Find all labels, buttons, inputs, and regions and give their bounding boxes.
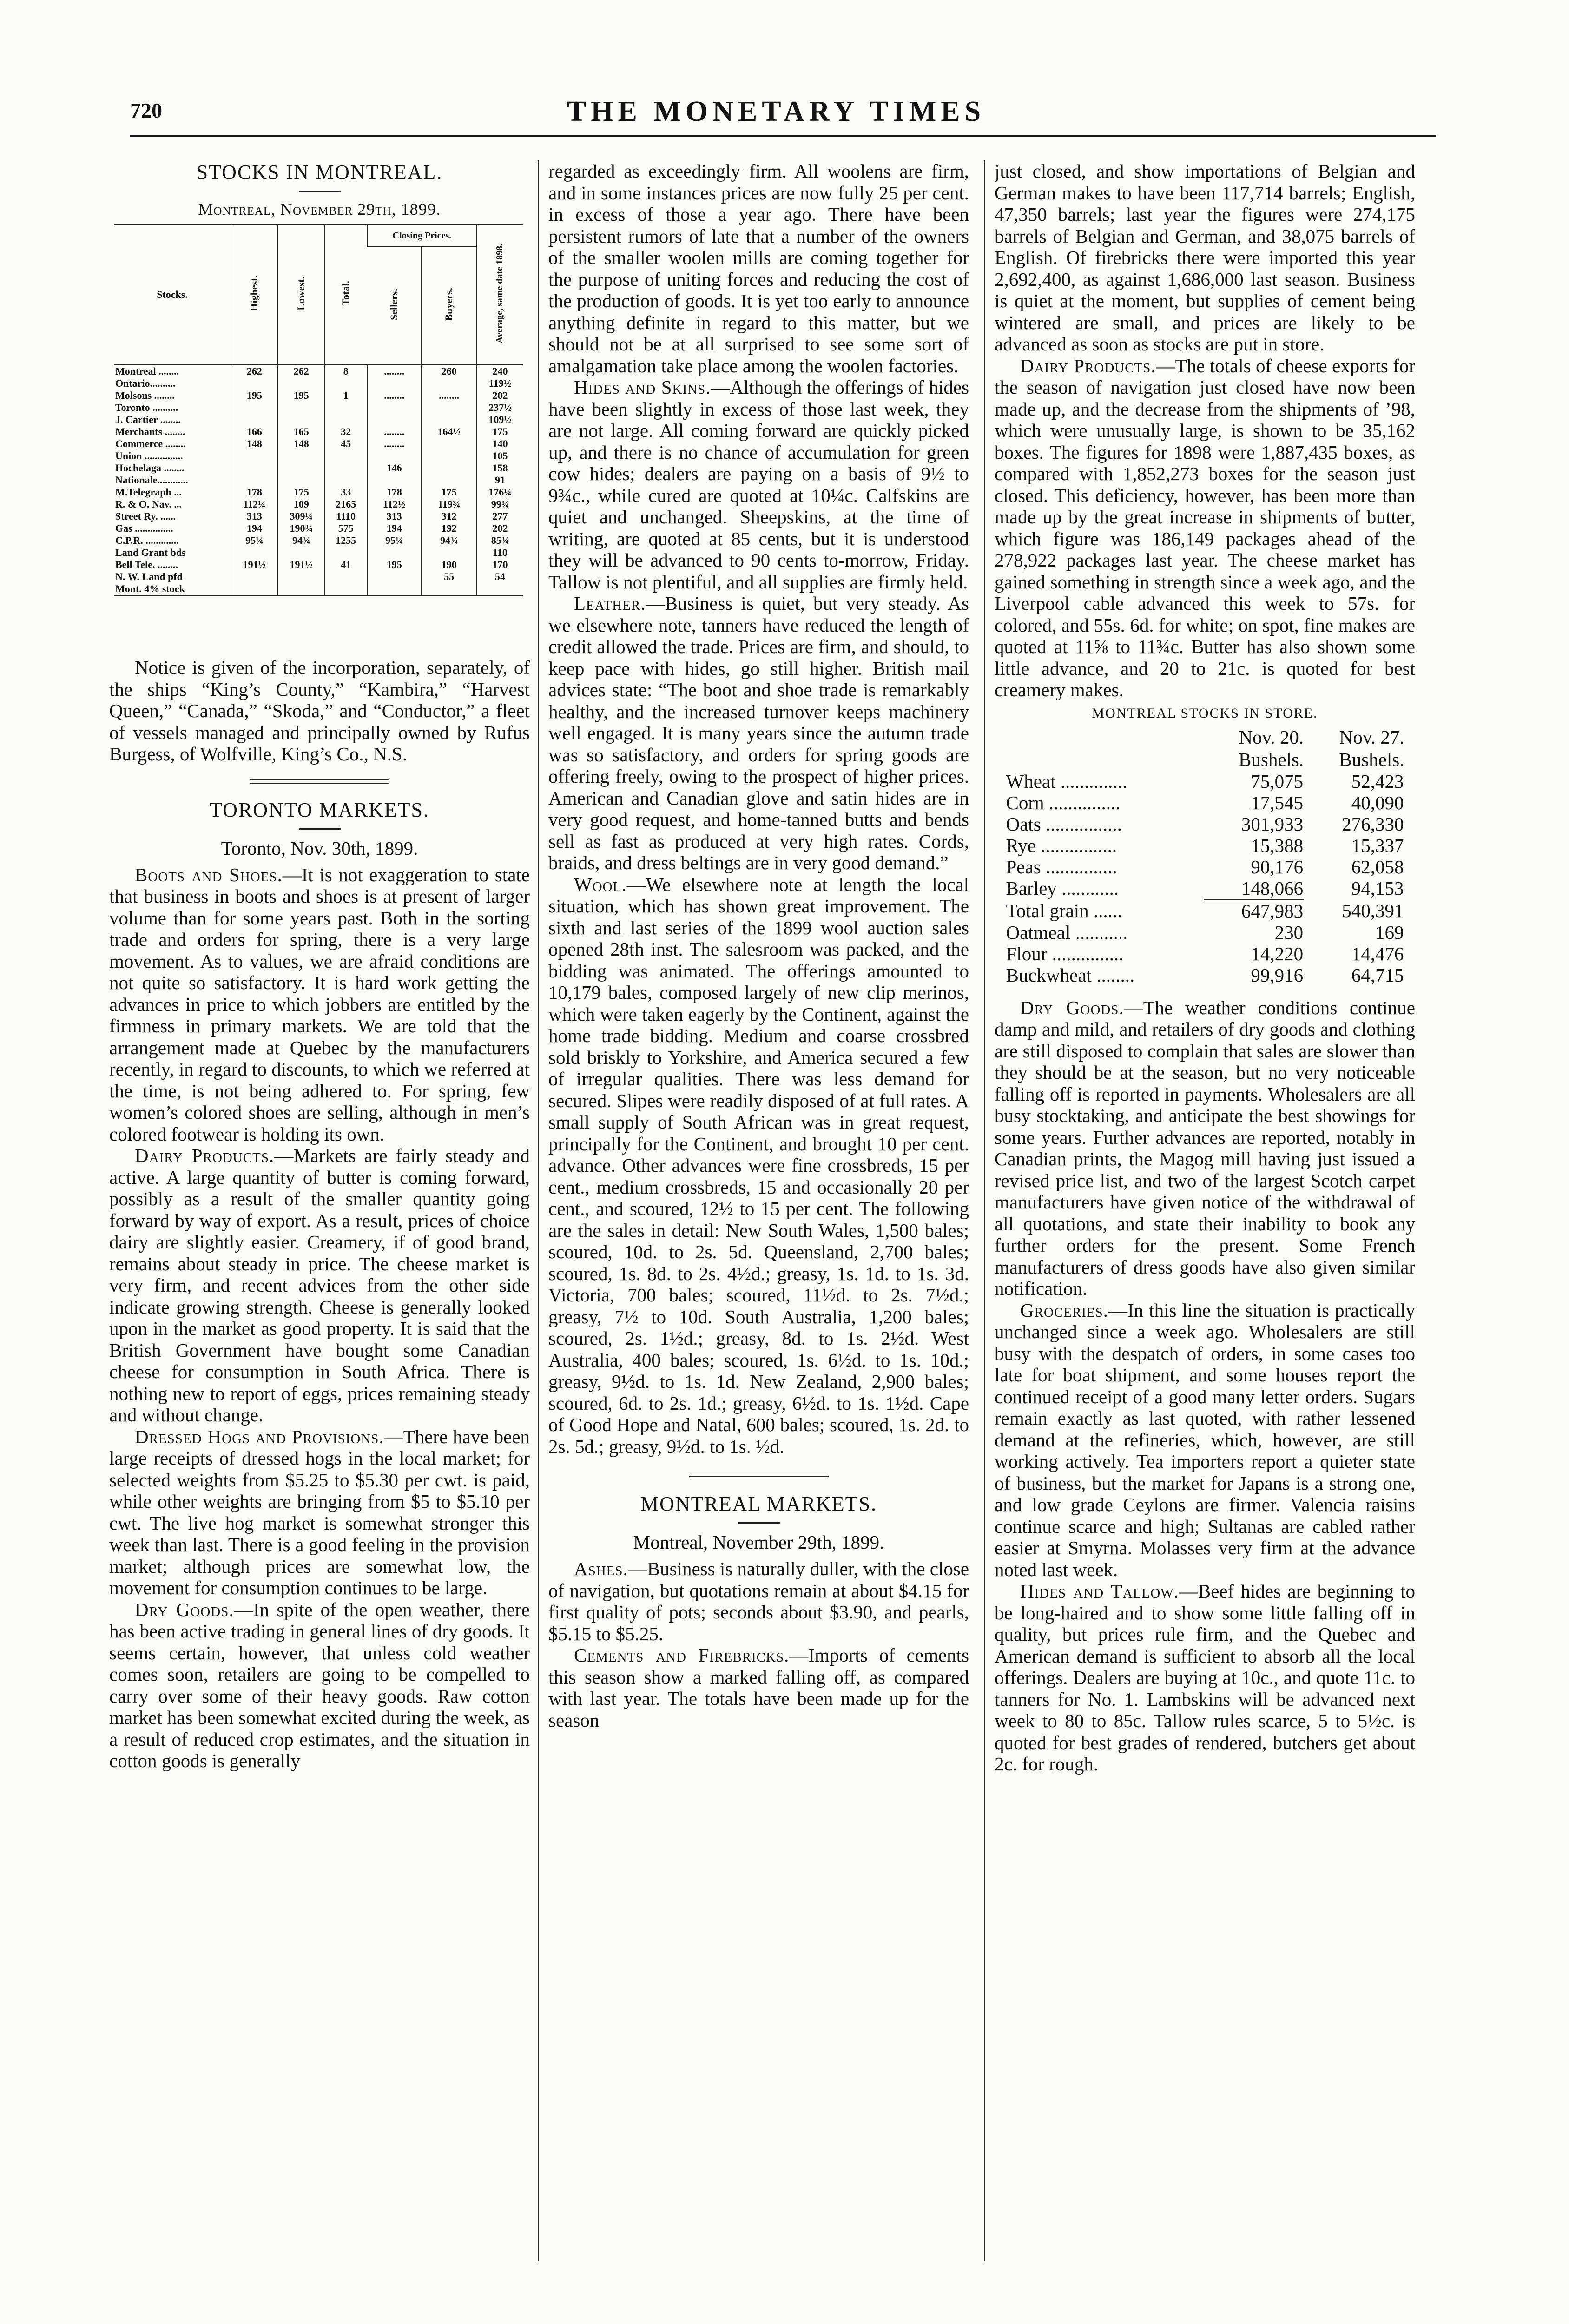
- stock-value-cell: 119½: [477, 377, 523, 390]
- paragraph-text: —In spite of the open weather, there has been active trading in general lines of dry goods. It seems certain, however, that unless cold weather comes soon, retailers are going to be compelled to carry over some of their heavy goods. Raw cotton market has been somewhat excited during the week, as a result of reduced crop estimates, and the situation in cotton goods is generally: [109, 1598, 530, 1771]
- stock-value-cell: ........: [367, 365, 422, 377]
- stock-row: [114, 498, 523, 510]
- article-paragraph: [548, 376, 969, 593]
- stock-name-cell: Ontario..........: [115, 377, 176, 389]
- stock-value-cell: [278, 450, 325, 462]
- stock-name-cell: R. & O. Nav. ...: [115, 498, 182, 510]
- buyers-col-header: Buyers.: [443, 288, 455, 321]
- grain-name-cell: Barley ............: [1006, 878, 1119, 899]
- paragraph-heading: Dry Goods.: [1020, 997, 1124, 1018]
- grain-value-cell: 17,545: [1251, 792, 1304, 813]
- stock-value-cell: [278, 402, 325, 414]
- stock-value-cell: [422, 450, 477, 462]
- stock-value-cell: 195: [231, 390, 278, 402]
- article-paragraph: [995, 160, 1415, 355]
- article-paragraph: [995, 355, 1415, 701]
- stock-value-cell: [231, 571, 278, 583]
- toronto-dateline: Toronto, Nov. 30th, 1899.: [221, 837, 418, 859]
- stock-value-cell: 194: [367, 522, 422, 535]
- article-paragraph: [548, 1558, 969, 1644]
- montreal-title: MONTREAL MARKETS.: [640, 1492, 877, 1515]
- grain-row: [1005, 878, 1405, 900]
- grain-row: [1005, 922, 1405, 943]
- stock-name-cell: Union ...............: [115, 450, 183, 462]
- stock-value-cell: 33: [325, 486, 367, 498]
- stock-name-cell: Land Grant bds: [115, 547, 186, 558]
- stock-value-cell: [325, 414, 367, 426]
- stock-value-cell: ........: [367, 438, 422, 450]
- grain-value-cell: 15,337: [1351, 834, 1404, 856]
- stock-value-cell: 8: [325, 365, 367, 377]
- stock-value-cell: [278, 377, 325, 390]
- grain-row: [1005, 813, 1405, 835]
- grain-row: [1005, 835, 1405, 856]
- stock-value-cell: 178: [231, 486, 278, 498]
- stock-value-cell: 41: [325, 559, 367, 571]
- stock-value-cell: [325, 450, 367, 462]
- section-divider: [689, 1476, 829, 1477]
- paragraph-heading: Groceries.: [1020, 1299, 1109, 1321]
- stock-value-cell: 112½: [367, 498, 422, 510]
- grain-value-cell: 52,423: [1351, 770, 1404, 792]
- grain-name-cell: Corn ...............: [1006, 792, 1121, 813]
- stock-value-cell: 164½: [422, 426, 477, 438]
- grain-name-cell: Oats ................: [1006, 813, 1122, 835]
- stock-name-cell: C.P.R. .............: [115, 535, 179, 546]
- stock-value-cell: [367, 474, 422, 486]
- column-rule: [538, 160, 539, 2261]
- paragraph-text: —Beef hides are beginning to be long-haired and to show some little falling off in quality, but prices rule firm, and the Quebec and American demand is sufficient to absorb all the local offerings. Dealers are buying at 10c., and quote 11c. to tanners for No. 1. Lambskins will be advanced next week to 80 to 85c. Tallow rules scarce, 5 to 5½c. is quoted for best grades of rendered, butchers get about 2c. for rough.: [995, 1580, 1415, 1775]
- stock-value-cell: [278, 583, 325, 596]
- stock-value-cell: [367, 571, 422, 583]
- grain-value-cell: 148,066: [1241, 877, 1304, 899]
- grain-row: [1005, 899, 1405, 922]
- paragraph-heading: Hides and Skins.: [574, 376, 711, 398]
- paragraph-text: —The totals of cheese exports for the season of navigation just closed have now been made up, and the decrease from the shipments of ’98, which were unusually large, is shown to be 35,162 boxes. The figures for 1898 were 1,887,435 boxes, as compared with 1,852,273 boxes for the season just closed. This deficiency, however, has been more than made up by the great increase in shipments of butter, which figure was 186,149 packages ahead of the 278,922 packages last year. The cheese market has gained something in strength since a week ago, and the Liverpool cable advanced this week to 57s. for colored, and 55s. 6d. for white; on spot, fine makes are quoted at 11⅝ to 11¾c. Butter has also shown some little advance, and 20 to 21c. is quoted for best creamery makes.: [995, 355, 1415, 700]
- stock-value-cell: [325, 547, 367, 559]
- stock-value-cell: [231, 377, 278, 390]
- stock-value-cell: 148: [278, 438, 325, 450]
- grain-value-cell: 94,153: [1351, 878, 1404, 899]
- grain-unit-a: Bushels.: [1239, 748, 1304, 770]
- grain-value-cell: 647,983: [1204, 899, 1304, 922]
- stock-value-cell: [278, 571, 325, 583]
- montreal-dateline: Montreal, November 29th, 1899.: [633, 1532, 884, 1553]
- stock-value-cell: 166: [231, 426, 278, 438]
- article-paragraph: [548, 1644, 969, 1731]
- paragraph-heading: Cements and Firebricks.: [574, 1644, 790, 1666]
- grain-value-cell: 276,330: [1342, 813, 1404, 835]
- stock-row: [114, 510, 523, 522]
- stock-value-cell: 575: [325, 522, 367, 535]
- stock-value-cell: 262: [231, 365, 278, 377]
- stock-value-cell: [422, 583, 477, 596]
- notice-paragraph: Notice is given of the incorporation, separately, of the ships “King’s County,” “Kambira,” “Harvest Queen,” “Canada,” “Skoda,” and “Conductor,” a fleet of vessels managed and principally owned by Rufus Burgess, of Wolfville, King’s Co., N.S.: [109, 657, 530, 765]
- stock-value-cell: 194: [231, 522, 278, 535]
- grain-table-title: MONTREAL STOCKS IN STORE.: [1092, 705, 1318, 721]
- stock-value-cell: 190: [422, 559, 477, 571]
- paragraph-heading: Dry Goods.: [135, 1598, 234, 1620]
- stock-value-cell: 165: [278, 426, 325, 438]
- stock-value-cell: [231, 474, 278, 486]
- grain-row: [1005, 792, 1405, 813]
- stock-value-cell: 176¼: [477, 486, 523, 498]
- stock-value-cell: [367, 402, 422, 414]
- stock-value-cell: [231, 583, 278, 596]
- lowest-col-header: Lowest.: [295, 276, 307, 310]
- stock-row: [114, 462, 523, 474]
- stock-value-cell: [325, 377, 367, 390]
- stock-value-cell: [422, 438, 477, 450]
- grain-table: [1005, 726, 1405, 986]
- stock-row: [114, 450, 523, 462]
- stocks-col-header: Stocks.: [114, 224, 231, 365]
- stock-name-cell: Montreal ........: [115, 365, 179, 377]
- stock-row: [114, 365, 523, 377]
- stock-value-cell: [231, 462, 278, 474]
- stock-name-cell: Bell Tele. ........: [115, 559, 178, 570]
- stock-value-cell: [278, 462, 325, 474]
- stock-value-cell: 175: [278, 486, 325, 498]
- grain-row: [1005, 856, 1405, 878]
- article-paragraph: [995, 1580, 1415, 1775]
- stock-value-cell: 178: [367, 486, 422, 498]
- article-paragraph: [109, 1145, 530, 1426]
- masthead: THE MONETARY TIMES: [567, 96, 986, 127]
- grain-unit-b: Bushels.: [1339, 748, 1404, 770]
- stock-value-cell: [422, 414, 477, 426]
- grain-value-cell: 99,916: [1251, 964, 1304, 986]
- stock-name-cell: Gas ...............: [115, 522, 173, 534]
- stock-value-cell: [278, 547, 325, 559]
- grain-value-cell: 40,090: [1351, 792, 1404, 813]
- stock-name-cell: Toronto ..........: [115, 402, 178, 413]
- article-paragraph: [109, 1426, 530, 1599]
- stock-name-cell: Hochelaga ........: [115, 462, 185, 474]
- stock-value-cell: 195: [278, 390, 325, 402]
- stock-value-cell: 195: [367, 559, 422, 571]
- stock-value-cell: 95¼: [367, 535, 422, 547]
- article-paragraph: [548, 593, 969, 874]
- stock-value-cell: [422, 402, 477, 414]
- stock-value-cell: [231, 414, 278, 426]
- toronto-title: TORONTO MARKETS.: [210, 798, 429, 821]
- stock-value-cell: 105: [477, 450, 523, 462]
- header-rule: [130, 135, 1436, 137]
- article-paragraph: [548, 874, 969, 1458]
- stock-row: [114, 535, 523, 547]
- grain-value-cell: 90,176: [1251, 856, 1304, 878]
- paragraph-text: —There have been large receipts of dressed hogs in the local market; for selected weights from $5.25 to $5.30 per cwt. is paid, while other weights are bringing from $5 to $5.10 per cwt. The live hog market is somewhat stronger this week than last. There is a good feeling in the provision market; although prices are somewhat low, the movement for consumption continues to be large.: [109, 1426, 530, 1598]
- stock-value-cell: 192: [422, 522, 477, 535]
- stock-value-cell: 191½: [231, 559, 278, 571]
- stock-row: [114, 486, 523, 498]
- stock-value-cell: 54: [477, 571, 523, 583]
- closing-prices-header: Closing Prices.: [367, 224, 477, 247]
- grain-row: [1005, 964, 1405, 986]
- stock-row: [114, 571, 523, 583]
- paragraph-text: —The weather conditions continue damp and mild, and retailers of dry goods and clothing are still disposed to complain that sales are slower than they should be at the season, but no very noticeable falling off is reported in payments. Wholesalers are all busy stocktaking, and anticipate the best showings for some years. Further advances are reported, notably in Canadian prints, the Magog mill having just issued a revised price list, and two of the largest Scotch carpet manufacturers have given notice of the withdrawal of all quotations, and state their inability to book any further orders for the present. Some French manufacturers of dress goods have also given similar notification.: [995, 997, 1415, 1299]
- stock-row: [114, 559, 523, 571]
- stock-value-cell: 237½: [477, 402, 523, 414]
- paragraph-text: —We elsewhere note at length the local situation, which has shown great improvement. The sixth and last series of the 1899 wool auction sales opened 28th inst. The salesroom was packed, and the bidding was animated. The offerings amounted to 10,179 bales, composed largely of new clip merinos, which were taken eagerly by the Continent, against the home trade bidding. Medium and coarse crossbred sold briskly to Yorkshire, and America secured a few of irregular qualities. There was less demand for secured. Slipes were readily disposed of at full rates. A small supply of South African was in great request, principally for the Continent, and brought 10 per cent. advance. Other advances were fine crossbreds, 15 per cent., medium crossbreds, 15 and occasionally 20 per cent., and scoured, 12½ to 15 per cent. The following are the sales in detail: New South Wales, 1,500 bales; scoured, 10d. to 2s. 5d. Queensland, 2,700 bales; scoured, 1s. 8d. to 2s. 4½d.; greasy, 1s. 1d. to 1s. 3d. Victoria, 700 bales; scoured, 11½d. to 2s. 7½d.; greasy, 7½ to 10d. South Australia, 1,200 bales; scoured, 2s. 1½d.; greasy, 8d. to 1s. 2½d. West Australia, 400 bales; scoured, 1s. 6½d. to 1s. 10d.; greasy, 9½d. to 1s. 1d. New Zealand, 2,900 bales; scoured, 6d. to 2s. 1d.; greasy, 6½d. to 1s. 1½d. Cape of Good Hope and Natal, 600 bales; scoured, 1s. 2d. to 2s. 5d.; greasy, 9½d. to 1s. ½d.: [548, 873, 969, 1457]
- stock-value-cell: 1: [325, 390, 367, 402]
- grain-name-cell: Rye ................: [1006, 834, 1117, 856]
- stock-row: [114, 377, 523, 390]
- stock-value-cell: [325, 462, 367, 474]
- stock-row: [114, 438, 523, 450]
- stock-value-cell: 313: [367, 510, 422, 522]
- grain-row: [1005, 943, 1405, 964]
- grain-value-cell: 14,476: [1351, 943, 1404, 964]
- paragraph-heading: Leather.: [574, 593, 646, 614]
- stock-value-cell: [325, 402, 367, 414]
- stock-value-cell: ........: [422, 390, 477, 402]
- stock-value-cell: [278, 474, 325, 486]
- stock-value-cell: [422, 377, 477, 390]
- grain-row: [1005, 771, 1405, 792]
- stock-value-cell: [325, 571, 367, 583]
- sellers-col-header: Sellers.: [388, 289, 400, 321]
- stock-value-cell: 110: [477, 547, 523, 559]
- article-paragraph: [548, 160, 969, 376]
- stock-value-cell: [367, 377, 422, 390]
- section-divider: [250, 779, 389, 784]
- stock-name-cell: M.Telegraph ...: [115, 486, 182, 498]
- stock-value-cell: 109: [278, 498, 325, 510]
- stock-value-cell: 313: [231, 510, 278, 522]
- stock-value-cell: 202: [477, 390, 523, 402]
- paragraph-heading: Hides and Tallow.: [1020, 1580, 1179, 1602]
- stock-value-cell: [367, 583, 422, 596]
- stock-value-cell: 262: [278, 365, 325, 377]
- stock-value-cell: 45: [325, 438, 367, 450]
- stock-value-cell: 175: [422, 486, 477, 498]
- grain-name-cell: Buckwheat ........: [1006, 964, 1135, 986]
- stock-value-cell: 112¼: [231, 498, 278, 510]
- paragraph-heading: Dressed Hogs and Provisions.: [135, 1426, 384, 1447]
- stock-value-cell: 202: [477, 522, 523, 535]
- stock-name-cell: Merchants ........: [115, 426, 185, 437]
- paragraph-heading: Ashes.: [574, 1558, 628, 1579]
- article-paragraph: [109, 1599, 530, 1772]
- column-rule: [984, 160, 985, 2261]
- grain-value-cell: 169: [1375, 921, 1404, 943]
- paragraph-text: just closed, and show importations of Belgian and German makes to have been 117,714 barrels; English, 47,350 barrels; last year the figures were 274,175 barrels of Belgian and German, and 38,075 barrels of English. Of firebricks there were imported this year 2,692,400, as against 1,686,000 last season. Business is quiet at the moment, but supplies of cement being wintered are small, and prices are likely to be advanced as soon as stocks are put in store.: [995, 160, 1415, 355]
- stock-name-cell: J. Cartier ........: [115, 414, 181, 425]
- stocks-title: STOCKS IN MONTREAL.: [196, 161, 443, 184]
- stock-value-cell: 191½: [278, 559, 325, 571]
- paragraph-text: —Markets are fairly steady and active. A large quantity of butter is coming forward, possibly as a result of the smaller quantity going forward by way of export. As a result, prices of choice dairy are slightly easier. Creamery, if of good brand, remains about steady in price. The cheese market is very firm, and recent advices from the other side indicate growing strength. Cheese is generally looked upon in the market as good property. It is said that the British Government have bought some Canadian cheese for consumption in South Africa. There is nothing new to report of eggs, prices remaining steady and without change.: [109, 1145, 530, 1426]
- stock-row: [114, 426, 523, 438]
- stock-value-cell: [231, 402, 278, 414]
- stock-value-cell: 170: [477, 559, 523, 571]
- grain-value-cell: 75,075: [1251, 770, 1304, 792]
- article-paragraph: [995, 1300, 1415, 1581]
- paragraph-heading: Wool.: [574, 873, 627, 895]
- average-col-header: Average, same date 1898.: [494, 243, 505, 343]
- grain-name-cell: Peas ...............: [1006, 856, 1117, 878]
- article-paragraph: [995, 997, 1415, 1300]
- stock-value-cell: 94¾: [278, 535, 325, 547]
- stock-value-cell: 95¼: [231, 535, 278, 547]
- page-number: 720: [130, 99, 162, 122]
- stock-name-cell: Molsons ........: [115, 390, 175, 401]
- stock-value-cell: 190¾: [278, 522, 325, 535]
- paragraph-text: —In this line the situation is practically unchanged since a week ago. Wholesalers are still busy with the despatch of orders, in some cases too late for boat shipment, and some houses report the continued receipt of a good many letter orders. Sugars remain exactly as last quoted, with rather lessened demand at the refineries, which, however, are still working actively. Tea importers report a quieter state of business, but the market for Japans is a strong one, and low grade Ceylons are firmer. Valencia raisins continue scarce and high; Sultanas are cabled rather easier at Smyrna. Molasses very firm at the advance noted last week.: [995, 1299, 1415, 1580]
- stock-value-cell: 91: [477, 474, 523, 486]
- stock-value-cell: [422, 474, 477, 486]
- column-2: [548, 160, 969, 2266]
- stock-value-cell: 2165: [325, 498, 367, 510]
- stock-name-cell: Street Ry. ......: [115, 510, 176, 522]
- highest-col-header: Highest.: [248, 275, 260, 311]
- grain-value-cell: 540,391: [1342, 899, 1404, 921]
- total-col-header: Total.: [340, 281, 352, 306]
- paragraph-text: —Business is naturally duller, with the close of navigation, but quotations remain at about $4.15 for first quality of pots; seconds about $3.90, and pearls, $5.15 to $5.25.: [548, 1558, 969, 1644]
- article-paragraph: [109, 864, 530, 1145]
- paragraph-heading: Boots and Shoes.: [135, 864, 283, 885]
- grain-col-a: Nov. 20.: [1239, 726, 1304, 748]
- paragraph-text: —Although the offerings of hides have been slightly in excess of those last week, they are not large. All coming forward are quickly picked up, and there is no chance of accumulation for green cow hides; dealers are paying on a basis of 9½ to 9¾c., while cured are quoted at 10¼c. Calfskins are quiet and unchanged. Sheepskins, at the time of writing, are quoted at 85 cents, but it is understood they will be advanced to 90 cents to-morrow, Friday. Tallow is not plentiful, and all supplies are firmly held.: [548, 376, 969, 593]
- stock-value-cell: [422, 547, 477, 559]
- paragraph-heading: Dairy Products.: [135, 1145, 275, 1166]
- stock-value-cell: 94¾: [422, 535, 477, 547]
- stock-value-cell: [278, 414, 325, 426]
- stock-value-cell: 312: [422, 510, 477, 522]
- stock-value-cell: 260: [422, 365, 477, 377]
- stock-value-cell: 55: [422, 571, 477, 583]
- stocks-dateline: Montreal, November 29th, 1899.: [198, 200, 441, 218]
- grain-value-cell: 14,220: [1251, 943, 1304, 964]
- stock-value-cell: 277: [477, 510, 523, 522]
- stocks-table: [114, 224, 523, 596]
- stock-value-cell: 240: [477, 365, 523, 377]
- stock-name-cell: N. W. Land pfd: [115, 571, 183, 582]
- stock-value-cell: [367, 414, 422, 426]
- divider: [738, 1522, 780, 1524]
- column-3: [995, 160, 1415, 2266]
- stock-value-cell: 119¾: [422, 498, 477, 510]
- stock-row: [114, 583, 523, 596]
- paragraph-heading: Dairy Products.: [1020, 355, 1156, 376]
- stock-row: [114, 414, 523, 426]
- grain-col-b: Nov. 27.: [1339, 726, 1404, 748]
- stock-value-cell: 140: [477, 438, 523, 450]
- stock-value-cell: [325, 474, 367, 486]
- stock-value-cell: [325, 583, 367, 596]
- stock-value-cell: 85¾: [477, 535, 523, 547]
- stock-row: [114, 474, 523, 486]
- stock-value-cell: [367, 450, 422, 462]
- stock-value-cell: [477, 583, 523, 596]
- stock-row: [114, 522, 523, 535]
- stock-value-cell: 158: [477, 462, 523, 474]
- stock-row: [114, 547, 523, 559]
- stock-value-cell: ........: [367, 390, 422, 402]
- stock-name-cell: Commerce ........: [115, 438, 186, 449]
- grain-name-cell: Flour ...............: [1006, 943, 1124, 964]
- stock-value-cell: 99¾: [477, 498, 523, 510]
- stock-value-cell: 1110: [325, 510, 367, 522]
- grain-name-cell: Oatmeal ...........: [1006, 921, 1128, 943]
- stock-value-cell: [231, 547, 278, 559]
- stock-value-cell: 175: [477, 426, 523, 438]
- paragraph-text: —Imports of cements this season show a marked falling off, as compared with last year. The totals have been made up for the season: [548, 1644, 969, 1731]
- divider: [299, 191, 341, 192]
- page-header: [102, 95, 1450, 127]
- stock-value-cell: 309¼: [278, 510, 325, 522]
- stock-value-cell: 109½: [477, 414, 523, 426]
- column-1: [109, 160, 530, 2266]
- grain-value-cell: 62,058: [1351, 856, 1404, 878]
- grain-name-cell: Wheat ..............: [1006, 770, 1127, 792]
- stock-value-cell: 32: [325, 426, 367, 438]
- stock-value-cell: [367, 547, 422, 559]
- grain-value-cell: 64,715: [1351, 964, 1404, 986]
- stock-row: [114, 390, 523, 402]
- paragraph-text: —It is not exaggeration to state that business in boots and shoes is at present of larger volume than for some years past. Both in the sorting trade and orders for spring, there is a very large movement. As to values, we are afraid conditions are not quite so satisfactory. It is hard work getting the advances in price to which jobbers are entitled by the firmness in primary markets. We are told that the arrangement made at Quebec by the manufacturers recently, in regard to discounts, to which we referred at the time, is not being adhered to. For spring, few women’s colored shoes are selling, although in men’s colored footwear is holding its own.: [109, 864, 530, 1145]
- stock-name-cell: Mont. 4% stock: [114, 583, 231, 596]
- stock-value-cell: 148: [231, 438, 278, 450]
- stock-value-cell: 146: [367, 462, 422, 474]
- grain-value-cell: 301,933: [1241, 813, 1304, 835]
- stock-value-cell: ........: [367, 426, 422, 438]
- stock-value-cell: [231, 450, 278, 462]
- divider: [299, 828, 341, 830]
- stock-row: [114, 402, 523, 414]
- paragraph-text: regarded as exceedingly firm. All woolens are firm, and in some instances prices are now fully 25 per cent. in excess of those a year ago. There have been persistent rumors of late that a number of the owners of the smaller woolen mills are coming together for the purpose of uniting forces and reducing the cost of the production of goods. It is yet too early to announce anything definite in regard to this matter, but we should not be at all surprised to see some sort of amalgamation take place among the woolen factories.: [548, 160, 969, 376]
- grain-name-cell: Total grain ......: [1006, 899, 1122, 921]
- grain-value-cell: 15,388: [1251, 834, 1304, 856]
- stock-value-cell: [422, 462, 477, 474]
- stock-name-cell: Nationale............: [115, 474, 188, 486]
- paragraph-text: —Business is quiet, but very steady. As we elsewhere note, tanners have reduced the length of credit allowed the trade. Prices are firm, and should, to keep pace with hides, go still higher. British mail advices state: “The boot and shoe trade is remarkably healthy, and the increased turnover keeps machinery well engaged. It is many years since the autumn trade was so satisfactory, and orders for spring goods are offering freely, owing to the prospect of higher prices. American and Canadian glove and satin hides are in very good request, and home-tanned butts and bends sell as fast as produced at very high rates. Cords, braids, and dress beltings are in very good demand.”: [548, 593, 969, 873]
- stock-value-cell: 1255: [325, 535, 367, 547]
- grain-value-cell: 230: [1274, 921, 1304, 943]
